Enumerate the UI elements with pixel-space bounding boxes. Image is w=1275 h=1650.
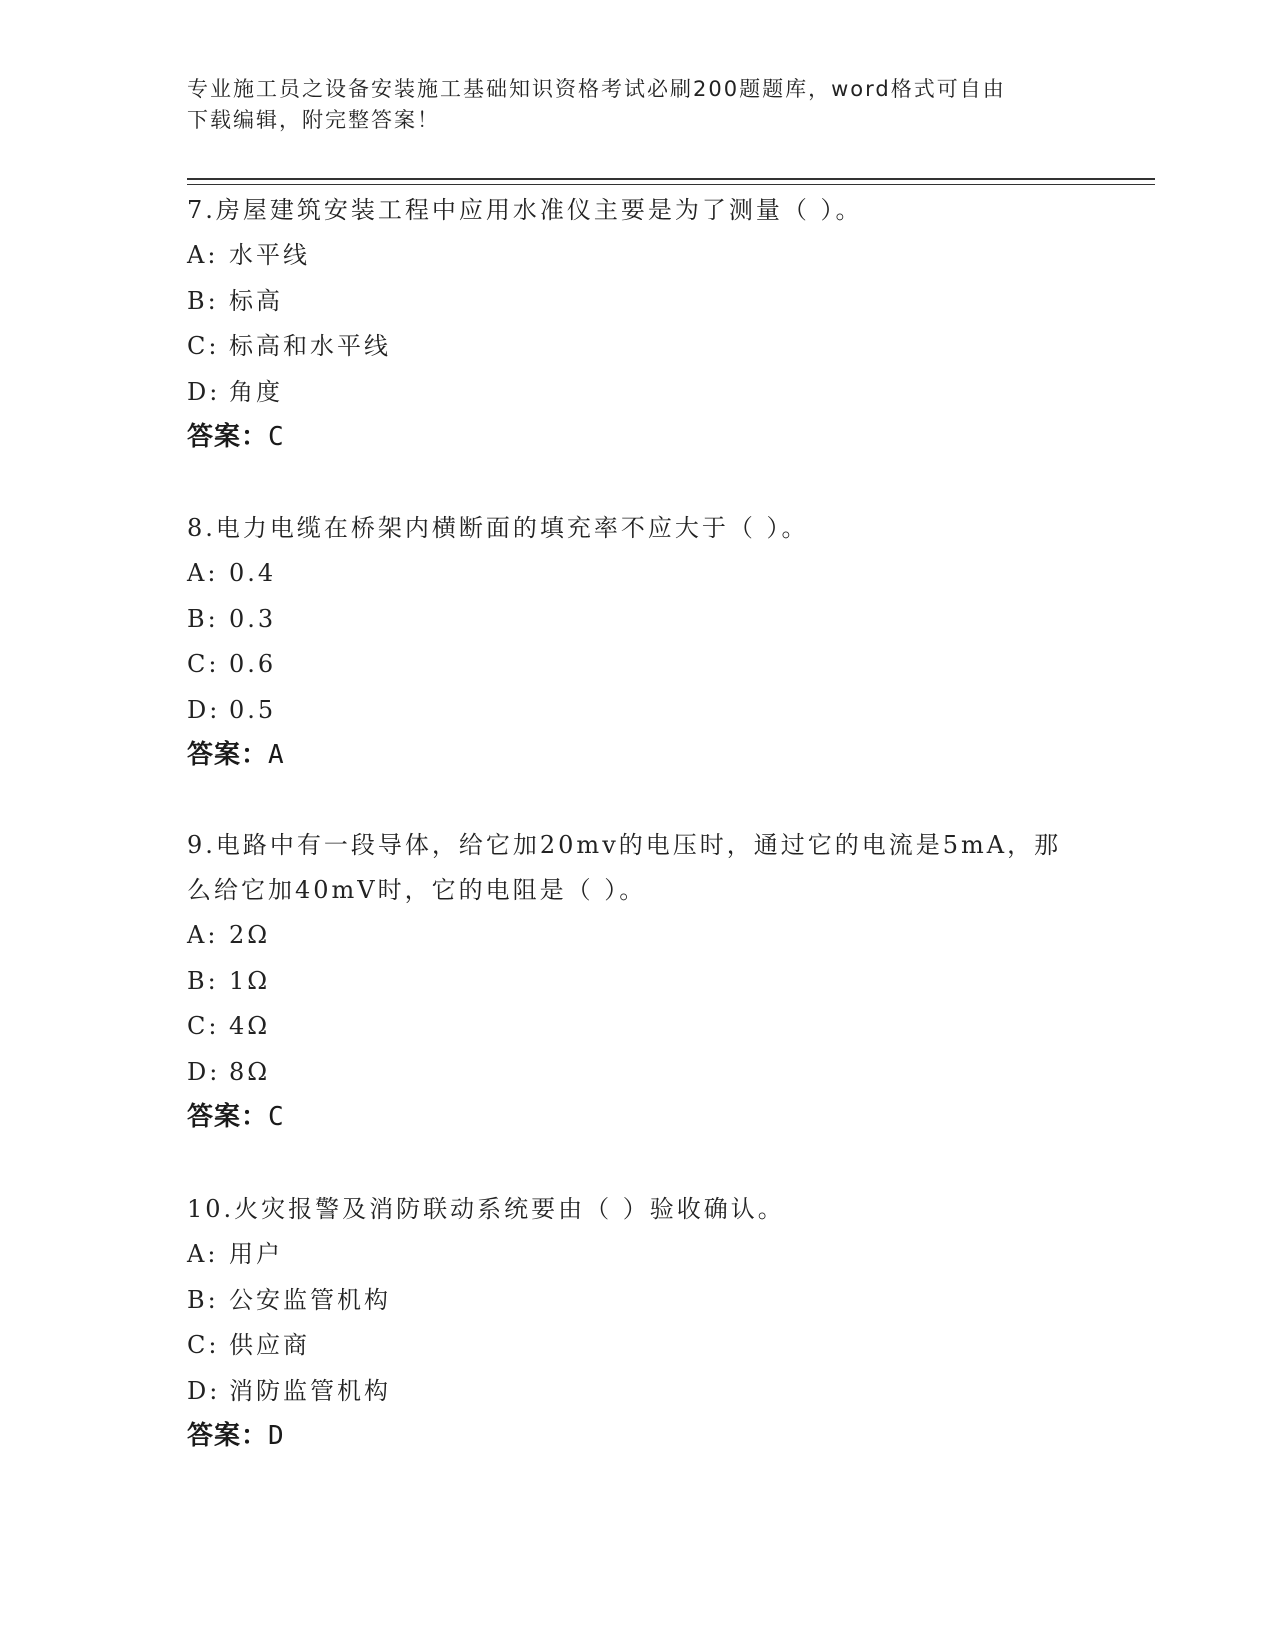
question-stem: 8.电力电缆在桥架内横断面的填充率不应大于（ ）。 xyxy=(187,514,809,542)
answer-value: C xyxy=(268,1102,285,1132)
option-letter: B: xyxy=(187,1285,219,1314)
option-text: 4Ω xyxy=(229,1012,271,1040)
option-d xyxy=(187,370,1087,416)
option-d xyxy=(187,1369,1087,1415)
option-text: 标高 xyxy=(229,286,283,315)
option-b xyxy=(187,959,1087,1005)
question-7 xyxy=(187,188,1087,460)
question-8 xyxy=(187,506,1087,778)
option-letter: D: xyxy=(187,1057,221,1086)
option-text: 角度 xyxy=(229,377,283,406)
option-a xyxy=(187,233,1087,279)
question-stem: 9.电路中有一段导体，给它加20mv的电压时，通过它的电流是5mA，那么给它加40mV时，它的电阻是（ ）。 xyxy=(187,831,1062,904)
option-text: 消防监管机构 xyxy=(229,1376,391,1405)
answer-value: A xyxy=(268,740,285,770)
answer-label: 答案： xyxy=(187,740,269,770)
option-letter: D: xyxy=(187,377,221,406)
option-a xyxy=(187,1232,1087,1278)
header-line-1: 专业施工员之设备安装施工基础知识资格考试必刷200题题库，word格式可自由 xyxy=(187,77,1006,101)
answer-line xyxy=(187,415,1087,460)
header-line-2: 下载编辑，附完整答案！ xyxy=(187,108,440,132)
option-letter: A: xyxy=(187,921,219,949)
answer-line xyxy=(187,1414,1087,1459)
answer-line xyxy=(187,1095,1087,1140)
option-text: 公安监管机构 xyxy=(229,1285,391,1314)
option-letter: A: xyxy=(187,559,219,587)
question-stem: 10.火灾报警及消防联动系统要由（ ）验收确认。 xyxy=(187,1195,785,1223)
option-d xyxy=(187,688,1087,734)
option-letter: C: xyxy=(187,1331,220,1359)
option-b xyxy=(187,597,1087,643)
option-text: 0.5 xyxy=(229,695,277,724)
option-letter: D: xyxy=(187,1376,221,1405)
option-text: 用户 xyxy=(229,1240,283,1268)
option-letter: C: xyxy=(187,332,220,360)
option-a xyxy=(187,913,1087,959)
option-letter: B: xyxy=(187,604,219,633)
answer-value: C xyxy=(268,422,285,452)
answer-label: 答案： xyxy=(187,422,269,452)
option-letter: A: xyxy=(187,1240,219,1268)
question-9 xyxy=(187,823,1087,1140)
answer-label: 答案： xyxy=(187,1421,269,1451)
option-text: 0.6 xyxy=(229,650,277,678)
option-letter: C: xyxy=(187,650,220,678)
option-text: 水平线 xyxy=(229,241,310,269)
document-header xyxy=(187,74,1087,136)
answer-value: D xyxy=(268,1421,285,1451)
option-c xyxy=(187,1004,1087,1050)
option-letter: B: xyxy=(187,286,219,315)
question-stem: 7.房屋建筑安装工程中应用水准仪主要是为了测量（ ）。 xyxy=(187,196,863,224)
option-c xyxy=(187,642,1087,688)
option-text: 供应商 xyxy=(229,1331,310,1359)
answer-line xyxy=(187,733,1087,778)
header-divider-thin xyxy=(187,184,1155,185)
option-a xyxy=(187,551,1087,597)
option-letter: C: xyxy=(187,1012,220,1040)
option-b xyxy=(187,279,1087,325)
answer-label: 答案： xyxy=(187,1102,269,1132)
question-10 xyxy=(187,1187,1087,1459)
option-text: 0.3 xyxy=(229,604,277,633)
option-c xyxy=(187,324,1087,370)
option-text: 标高和水平线 xyxy=(229,332,391,360)
option-d xyxy=(187,1050,1087,1096)
header-divider-thick xyxy=(187,178,1155,180)
option-letter: D: xyxy=(187,695,221,724)
option-b xyxy=(187,1278,1087,1324)
option-text: 0.4 xyxy=(229,559,277,587)
option-c xyxy=(187,1323,1087,1369)
option-letter: B: xyxy=(187,966,219,995)
option-text: 8Ω xyxy=(229,1057,271,1086)
option-text: 1Ω xyxy=(229,966,271,995)
option-text: 2Ω xyxy=(229,921,271,949)
option-letter: A: xyxy=(187,241,219,269)
